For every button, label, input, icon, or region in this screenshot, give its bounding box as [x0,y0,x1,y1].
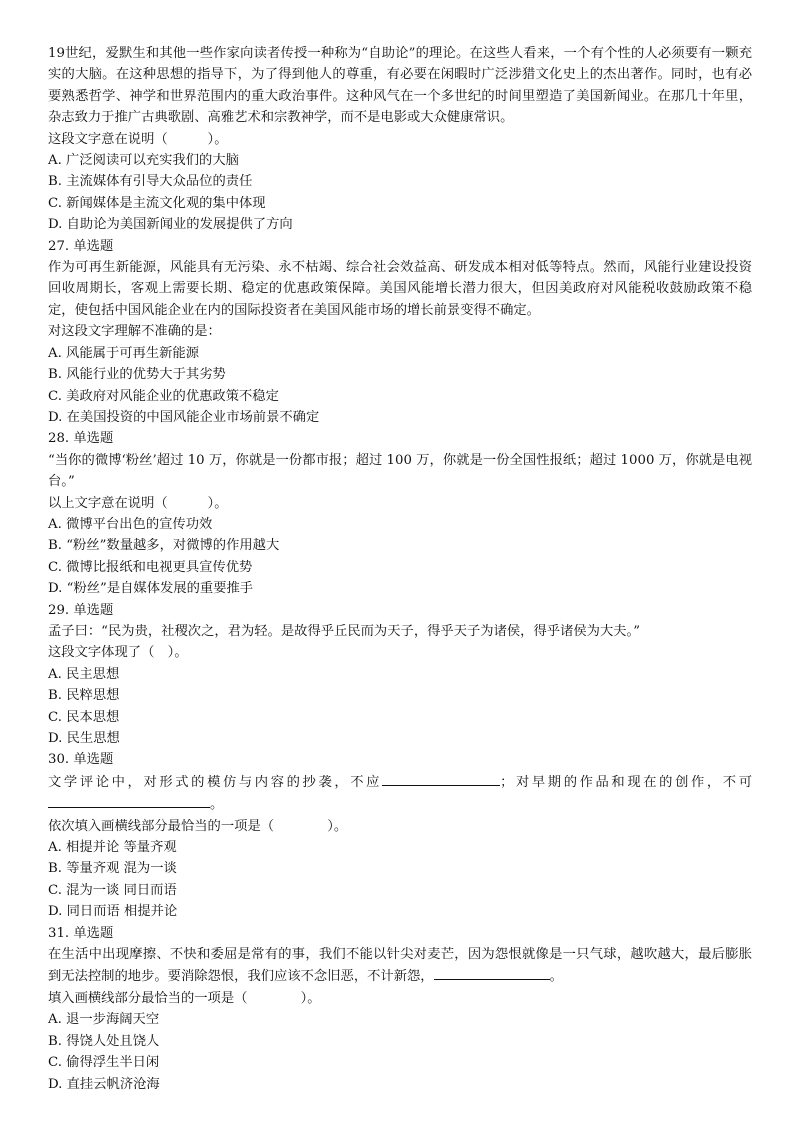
q28-stem: 以上文字意在说明（ ）。 [48,495,228,511]
q28-option-b: B. “粉丝”数量越多，对微博的作用越大 [48,538,280,554]
q29-passage: 孟子曰：“民为贵，社稷次之，君为轻。是故得乎丘民而为天子，得乎天子为诸侯，得乎诸侯为大夫。” [48,623,641,639]
q31-heading: 31. 单选题 [48,925,114,941]
q30-blank-2-continued [172,793,210,808]
q31-passage-part1: 在生活中出现摩擦、不快和委屈是常有的事，我们不能以针尖对麦芒，因为怨恨就像是一只气球，越吹越大，最后膨胀到无法控制的地步。要消除怨恨，我们应该不念旧恶，不计新怨， [48,947,752,985]
q29-option-b: B. 民粹思想 [48,688,120,704]
q30-passage-part2: ；对早期的作品和现在的创作，不可 [500,774,753,790]
q30-blank-1 [382,771,500,786]
q26-stem: 这段文字意在说明（ ）。 [48,131,228,147]
q30-option-d: D. 同日而语 相提并论 [48,904,178,920]
q26-option-d: D. 自助论为美国新闻业的发展提供了方向 [48,217,293,233]
q30-stem: 依次填入画横线部分最恰当的一项是（ ）。 [48,818,348,834]
q29-heading: 29. 单选题 [48,602,114,618]
q29-option-a: A. 民主思想 [48,666,120,682]
q30-passage-part1: 文学评论中，对形式的模仿与内容的抄袭，不应 [48,774,383,790]
q31-blank [434,965,550,980]
q27-option-c: C. 美政府对风能企业的优惠政策不稳定 [48,388,279,404]
q28-passage: “当你的微博‘粉丝’超过 10 万，你就是一份都市报；超过 100 万，你就是一份全国性报纸；超过 1000 万，你就是电视台。” [48,452,752,490]
q30-passage [48,771,752,816]
q30-heading: 30. 单选题 [48,752,114,768]
q26-passage: 19世纪，爱默生和其他一些作家向读者传授一种称为“自助论”的理论。在这些人看来，一个有个性的人必须要有一颗充实的大脑。在这种思想的指导下，为了得到他人的尊重，有必要在闲暇时广泛涉猎文化史上的杰出著作。同时，也有必要熟悉哲学、神学和世界范围内的重大政治事件。这种风气在一个多世纪的时间里塑造了美国新闻业。在那几十年里，杂志致力于推广古典歌剧、高雅艺术和宗教神学，而不是电影或大众健康常识。 [48,46,752,126]
q28-option-d: D. “粉丝”是自媒体发展的重要推手 [48,581,254,597]
q31-passage [48,944,752,988]
q31-option-a: A. 退一步海阔天空 [48,1012,160,1028]
q30-blank-2 [48,793,172,808]
q27-option-b: B. 风能行业的优势大于其劣势 [48,367,226,383]
q27-heading: 27. 单选题 [48,238,114,254]
q30-option-c: C. 混为一谈 同日而语 [48,882,177,898]
q26-option-b: B. 主流媒体有引导大众品位的责任 [48,174,253,190]
q31-option-d: D. 直挂云帆济沧海 [48,1076,160,1092]
q31-stem: 填入画横线部分最恰当的一项是（ ）。 [48,990,321,1006]
q27-option-a: A. 风能属于可再生新能源 [48,345,200,361]
q28-option-c: C. 微博比报纸和电视更具宣传优势 [48,559,253,575]
q27-stem: 对这段文字理解不准确的是： [48,324,221,340]
q29-option-c: C. 民本思想 [48,709,120,725]
q30-option-a: A. 相提并论 等量齐观 [48,840,177,856]
q27-option-d: D. 在美国投资的中国风能企业市场前景不确定 [48,409,320,425]
q31-option-b: B. 得饶人处且饶人 [48,1033,160,1049]
q26-option-c: C. 新闻媒体是主流文化观的集中体现 [48,195,266,211]
q31-option-c: C. 偷得浮生半日闲 [48,1055,160,1071]
q29-stem: 这段文字体现了（ ）。 [48,645,188,661]
q28-option-a: A. 微博平台出色的宣传功效 [48,516,213,532]
q26-option-a: A. 广泛阅读可以充实我们的大脑 [48,153,239,169]
q30-passage-part3: 。 [210,797,224,813]
q27-passage: 作为可再生新能源，风能具有无污染、永不枯竭、综合社会效益高、研发成本相对低等特点。然而，风能行业建设投资回收周期长，客观上需要长期、稳定的优惠政策保障。美国风能增长潜力很大，但因美政府对风能税收鼓励政策不稳定，使包括中国风能企业在内的国际投资者在美国风能市场的增长前景变得不确定。 [48,260,752,318]
q30-option-b: B. 等量齐观 混为一谈 [48,861,177,877]
q28-heading: 28. 单选题 [48,431,114,447]
q29-option-d: D. 民生思想 [48,731,120,746]
q31-passage-part2: 。 [549,969,563,985]
